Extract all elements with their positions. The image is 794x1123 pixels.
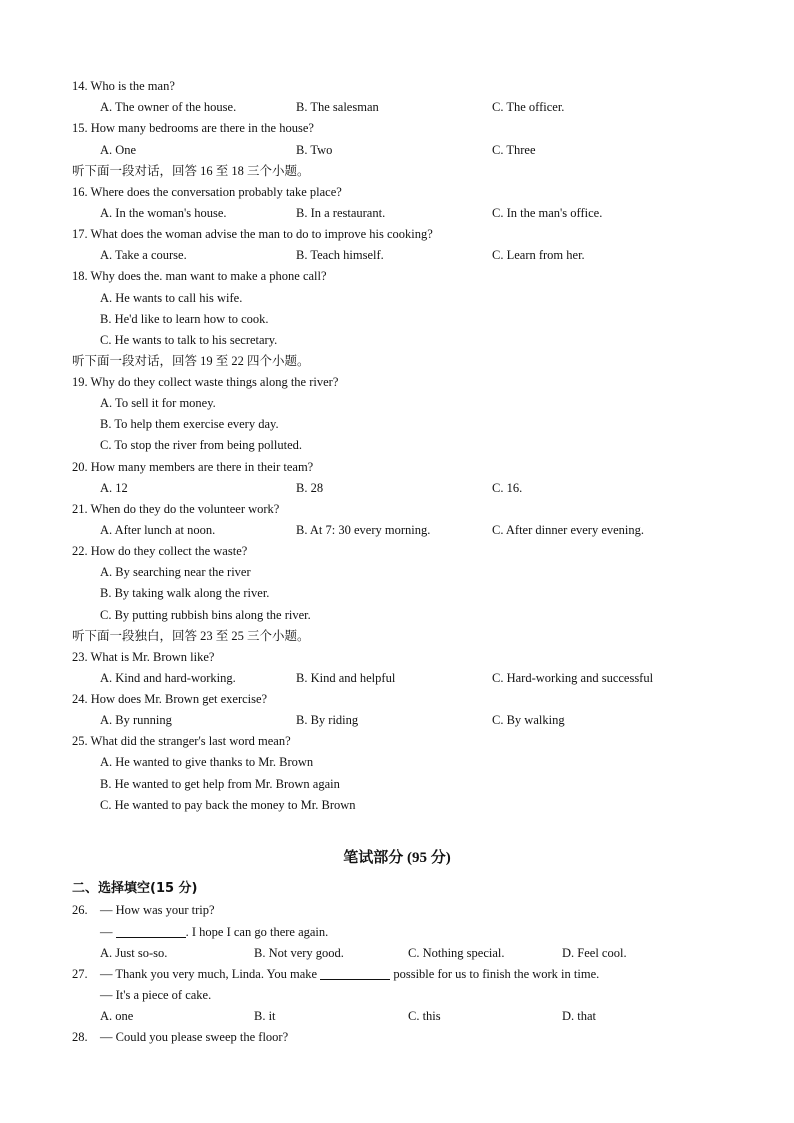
q22-option-b: B. By taking walk along the river. (100, 586, 270, 600)
q24-option-c: C. By walking (492, 713, 565, 727)
question-20: 20. How many members are there in their team? (72, 460, 314, 474)
q27-option-a: A. one (100, 1009, 134, 1023)
q20-option-a: A. 12 (100, 481, 128, 495)
q17-option-c: C. Learn from her. (492, 248, 585, 262)
q26-line2 (100, 922, 328, 942)
question-18: 18. Why does the. man want to make a phone call? (72, 269, 327, 283)
section-2-heading: 二、选择填空(15 分) (72, 881, 198, 896)
q16-option-a: A. In the woman's house. (100, 206, 227, 220)
q27-option-d: D. that (562, 1009, 597, 1023)
q28-line1: — Could you please sweep the floor? (100, 1030, 289, 1044)
q26-blank (116, 923, 186, 938)
question-19: 19. Why do they collect waste things along the river? (72, 375, 339, 389)
q19-option-b: B. To help them exercise every day. (100, 417, 279, 431)
q14-option-a: A. The owner of the house. (100, 100, 237, 114)
q16-option-b: B. In a restaurant. (296, 206, 386, 220)
q27-number: 27. (72, 967, 88, 981)
q25-option-c: C. He wanted to pay back the money to Mr. Brown (100, 798, 356, 812)
q14-option-b: B. The salesman (296, 100, 379, 114)
question-24: 24. How does Mr. Brown get exercise? (72, 692, 268, 706)
question-14: 14. Who is the man? (72, 79, 175, 93)
q24-option-a: A. By running (100, 713, 172, 727)
q16-option-c: C. In the man's office. (492, 206, 603, 220)
q23-option-c: C. Hard-working and successful (492, 671, 654, 685)
question-25: 25. What did the stranger's last word mean? (72, 734, 291, 748)
question-23: 23. What is Mr. Brown like? (72, 650, 215, 664)
q27-line1-start: — Thank you very much, Linda. You make (100, 967, 321, 981)
q17-option-b: B. Teach himself. (296, 248, 384, 262)
q26-number: 26. (72, 903, 88, 917)
q21-option-a: A. After lunch at noon. (100, 523, 216, 537)
q20-option-c: C. 16. (492, 481, 523, 495)
instruction-16-18: 听下面一段对话，回答 16 至 18 三个小题。 (72, 164, 310, 178)
q27-line1-rest: possible for us to finish the work in time. (390, 967, 600, 981)
q22-option-a: A. By searching near the river (100, 565, 251, 579)
q19-option-c: C. To stop the river from being polluted. (100, 438, 302, 452)
q23-option-a: A. Kind and hard-working. (100, 671, 236, 685)
q15-option-a: A. One (100, 143, 137, 157)
question-16: 16. Where does the conversation probably take place? (72, 185, 342, 199)
q25-option-b: B. He wanted to get help from Mr. Brown again (100, 777, 340, 791)
question-17: 17. What does the woman advise the man to do to improve his cooking? (72, 227, 433, 241)
q28-number: 28. (72, 1030, 88, 1044)
q27-option-b: B. it (254, 1009, 276, 1023)
q18-option-a: A. He wants to call his wife. (100, 291, 243, 305)
q18-option-b: B. He'd like to learn how to cook. (100, 312, 269, 326)
q26-dash: — (100, 925, 116, 939)
q15-option-b: B. Two (296, 143, 333, 157)
q20-option-b: B. 28 (296, 481, 324, 495)
q22-option-c: C. By putting rubbish bins along the river. (100, 608, 311, 622)
q27-option-c: C. this (408, 1009, 441, 1023)
q26-line2-rest: . I hope I can go there again. (185, 925, 329, 939)
q21-option-c: C. After dinner every evening. (492, 523, 645, 537)
q24-option-b: B. By riding (296, 713, 359, 727)
question-22: 22. How do they collect the waste? (72, 544, 248, 558)
q21-option-b: B. At 7: 30 every morning. (296, 523, 431, 537)
q17-option-a: A. Take a course. (100, 248, 187, 262)
q15-option-c: C. Three (492, 143, 536, 157)
q26-option-d: D. Feel cool. (562, 946, 627, 960)
instruction-19-22: 听下面一段对话，回答 19 至 22 四个小题。 (72, 354, 310, 368)
q26-line1: — How was your trip? (100, 903, 215, 917)
q26-option-b: B. Not very good. (254, 946, 344, 960)
question-15: 15. How many bedrooms are there in the house? (72, 121, 314, 135)
q18-option-c: C. He wants to talk to his secretary. (100, 333, 278, 347)
instruction-23-25: 听下面一段独白，回答 23 至 25 三个小题。 (72, 629, 310, 643)
q25-option-a: A. He wanted to give thanks to Mr. Brown (100, 755, 314, 769)
q26-option-c: C. Nothing special. (408, 946, 505, 960)
q27-line2: — It's a piece of cake. (100, 988, 212, 1002)
q23-option-b: B. Kind and helpful (296, 671, 396, 685)
q27-blank (320, 965, 390, 980)
q14-option-c: C. The officer. (492, 100, 565, 114)
written-section-title: 笔试部分 (95 分) (343, 850, 451, 866)
q26-option-a: A. Just so-so. (100, 946, 168, 960)
question-21: 21. When do they do the volunteer work? (72, 502, 280, 516)
q27-line1 (100, 964, 599, 984)
q19-option-a: A. To sell it for money. (100, 396, 216, 410)
